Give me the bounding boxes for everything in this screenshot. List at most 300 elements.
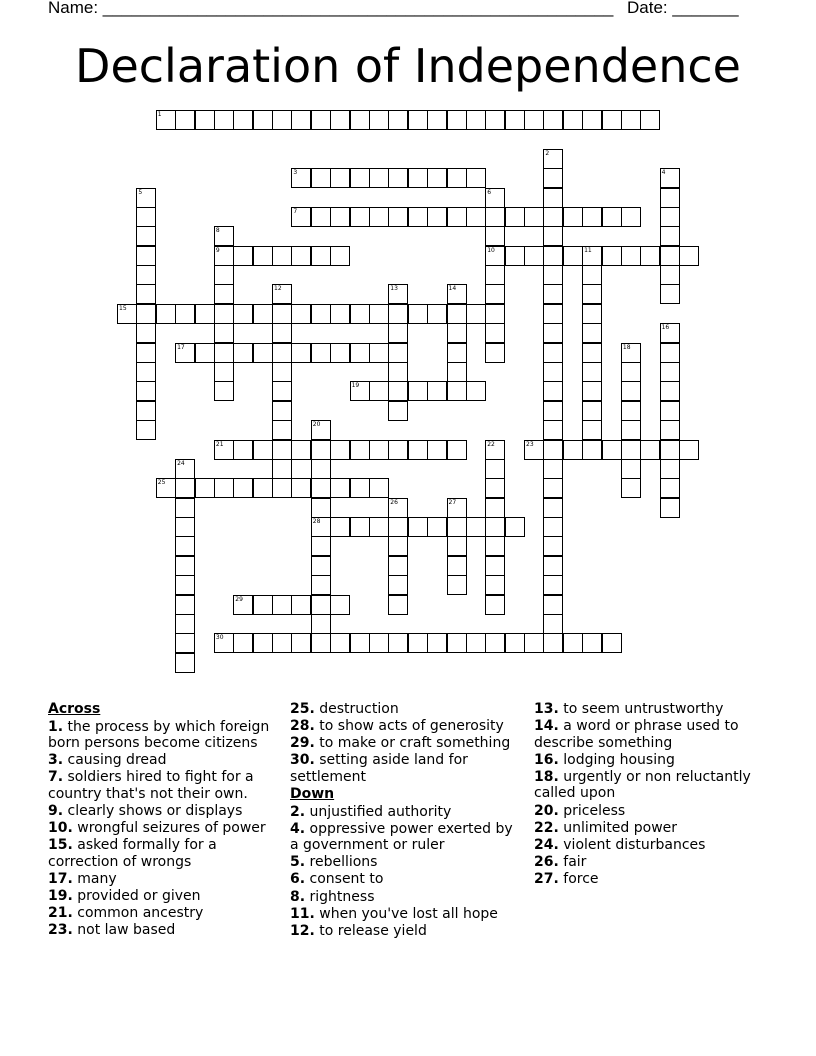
grid-cell[interactable] xyxy=(291,110,311,130)
grid-cell[interactable] xyxy=(136,420,156,440)
grid-cell[interactable] xyxy=(330,168,350,188)
grid-cell[interactable] xyxy=(291,478,311,498)
grid-cell[interactable] xyxy=(485,459,505,479)
grid-cell[interactable] xyxy=(524,207,544,227)
grid-cell[interactable] xyxy=(447,536,467,556)
grid-cell[interactable] xyxy=(582,633,602,653)
grid-cell[interactable] xyxy=(582,110,602,130)
date-blank[interactable]: _______ xyxy=(672,0,739,17)
grid-cell[interactable] xyxy=(175,478,195,498)
grid-cell[interactable] xyxy=(175,536,195,556)
grid-cell[interactable] xyxy=(543,226,563,246)
grid-cell[interactable] xyxy=(350,343,370,363)
grid-cell[interactable] xyxy=(214,633,234,653)
grid-cell[interactable] xyxy=(388,633,408,653)
grid-cell[interactable] xyxy=(388,401,408,421)
grid-cell[interactable] xyxy=(427,633,447,653)
grid-cell[interactable] xyxy=(408,168,428,188)
grid-cell[interactable] xyxy=(485,246,505,266)
grid-cell[interactable] xyxy=(214,226,234,246)
grid-cell[interactable] xyxy=(621,440,641,460)
grid-cell[interactable] xyxy=(621,362,641,382)
grid-cell[interactable] xyxy=(582,304,602,324)
grid-cell[interactable] xyxy=(388,440,408,460)
grid-cell[interactable] xyxy=(660,401,680,421)
grid-cell[interactable] xyxy=(640,246,660,266)
grid-cell[interactable] xyxy=(311,575,331,595)
grid-cell[interactable] xyxy=(253,595,273,615)
grid-cell[interactable] xyxy=(582,440,602,460)
grid-cell[interactable] xyxy=(660,459,680,479)
grid-cell[interactable] xyxy=(543,536,563,556)
grid-cell[interactable] xyxy=(485,556,505,576)
grid-cell[interactable] xyxy=(505,207,525,227)
grid-cell[interactable] xyxy=(388,536,408,556)
grid-cell[interactable] xyxy=(175,343,195,363)
grid-cell[interactable] xyxy=(311,207,331,227)
grid-cell[interactable] xyxy=(195,110,215,130)
grid-cell[interactable] xyxy=(563,440,583,460)
grid-cell[interactable] xyxy=(350,110,370,130)
grid-cell[interactable] xyxy=(136,265,156,285)
grid-cell[interactable] xyxy=(175,556,195,576)
grid-cell[interactable] xyxy=(175,517,195,537)
grid-cell[interactable] xyxy=(369,633,389,653)
grid-cell[interactable] xyxy=(485,110,505,130)
grid-cell[interactable] xyxy=(369,304,389,324)
grid-cell[interactable] xyxy=(543,517,563,537)
grid-cell[interactable] xyxy=(136,207,156,227)
grid-cell[interactable] xyxy=(660,246,680,266)
grid-cell[interactable] xyxy=(330,440,350,460)
grid-cell[interactable] xyxy=(175,304,195,324)
grid-cell[interactable] xyxy=(543,459,563,479)
grid-cell[interactable] xyxy=(311,614,331,634)
grid-cell[interactable] xyxy=(485,498,505,518)
grid-cell[interactable] xyxy=(660,188,680,208)
grid-cell[interactable] xyxy=(214,440,234,460)
grid-cell[interactable] xyxy=(660,323,680,343)
grid-cell[interactable] xyxy=(388,517,408,537)
grid-cell[interactable] xyxy=(388,575,408,595)
grid-cell[interactable] xyxy=(602,440,622,460)
grid-cell[interactable] xyxy=(621,110,641,130)
grid-cell[interactable] xyxy=(543,595,563,615)
grid-cell[interactable] xyxy=(214,343,234,363)
grid-cell[interactable] xyxy=(543,556,563,576)
grid-cell[interactable] xyxy=(136,226,156,246)
grid-cell[interactable] xyxy=(175,633,195,653)
grid-cell[interactable] xyxy=(350,633,370,653)
grid-cell[interactable] xyxy=(543,420,563,440)
grid-cell[interactable] xyxy=(563,110,583,130)
grid-cell[interactable] xyxy=(311,536,331,556)
grid-cell[interactable] xyxy=(369,168,389,188)
grid-cell[interactable] xyxy=(485,265,505,285)
grid-cell[interactable] xyxy=(660,226,680,246)
grid-cell[interactable] xyxy=(350,304,370,324)
grid-cell[interactable] xyxy=(582,246,602,266)
grid-cell[interactable] xyxy=(388,304,408,324)
grid-cell[interactable] xyxy=(253,343,273,363)
grid-cell[interactable] xyxy=(582,343,602,363)
grid-cell[interactable] xyxy=(291,440,311,460)
grid-cell[interactable] xyxy=(485,188,505,208)
grid-cell[interactable] xyxy=(505,110,525,130)
grid-cell[interactable] xyxy=(563,207,583,227)
grid-cell[interactable] xyxy=(214,284,234,304)
grid-cell[interactable] xyxy=(543,575,563,595)
grid-cell[interactable] xyxy=(388,207,408,227)
grid-cell[interactable] xyxy=(136,304,156,324)
grid-cell[interactable] xyxy=(253,440,273,460)
grid-cell[interactable] xyxy=(524,633,544,653)
grid-cell[interactable] xyxy=(408,381,428,401)
grid-cell[interactable] xyxy=(136,323,156,343)
grid-cell[interactable] xyxy=(369,381,389,401)
grid-cell[interactable] xyxy=(253,304,273,324)
grid-cell[interactable] xyxy=(543,614,563,634)
grid-cell[interactable] xyxy=(447,498,467,518)
grid-cell[interactable] xyxy=(175,595,195,615)
grid-cell[interactable] xyxy=(291,343,311,363)
grid-cell[interactable] xyxy=(291,595,311,615)
grid-cell[interactable] xyxy=(543,110,563,130)
grid-cell[interactable] xyxy=(408,517,428,537)
grid-cell[interactable] xyxy=(136,381,156,401)
grid-cell[interactable] xyxy=(272,478,292,498)
grid-cell[interactable] xyxy=(272,343,292,363)
grid-cell[interactable] xyxy=(447,362,467,382)
grid-cell[interactable] xyxy=(369,478,389,498)
grid-cell[interactable] xyxy=(272,440,292,460)
grid-cell[interactable] xyxy=(485,343,505,363)
grid-cell[interactable] xyxy=(272,362,292,382)
grid-cell[interactable] xyxy=(311,478,331,498)
grid-cell[interactable] xyxy=(233,343,253,363)
grid-cell[interactable] xyxy=(427,207,447,227)
name-blank[interactable]: ______________________________________________________ xyxy=(102,0,614,17)
grid-cell[interactable] xyxy=(175,110,195,130)
grid-cell[interactable] xyxy=(388,323,408,343)
grid-cell[interactable] xyxy=(485,575,505,595)
grid-cell[interactable] xyxy=(253,246,273,266)
grid-cell[interactable] xyxy=(485,304,505,324)
grid-cell[interactable] xyxy=(311,498,331,518)
grid-cell[interactable] xyxy=(582,420,602,440)
grid-cell[interactable] xyxy=(660,498,680,518)
grid-cell[interactable] xyxy=(408,207,428,227)
grid-cell[interactable] xyxy=(543,343,563,363)
grid-cell[interactable] xyxy=(447,517,467,537)
grid-cell[interactable] xyxy=(291,633,311,653)
grid-cell[interactable] xyxy=(621,420,641,440)
grid-cell[interactable] xyxy=(621,246,641,266)
grid-cell[interactable] xyxy=(311,420,331,440)
grid-cell[interactable] xyxy=(291,207,311,227)
grid-cell[interactable] xyxy=(136,188,156,208)
grid-cell[interactable] xyxy=(330,517,350,537)
grid-cell[interactable] xyxy=(272,304,292,324)
grid-cell[interactable] xyxy=(427,517,447,537)
grid-cell[interactable] xyxy=(640,110,660,130)
grid-cell[interactable] xyxy=(602,110,622,130)
grid-cell[interactable] xyxy=(214,265,234,285)
grid-cell[interactable] xyxy=(660,440,680,460)
grid-cell[interactable] xyxy=(485,440,505,460)
grid-cell[interactable] xyxy=(466,207,486,227)
grid-cell[interactable] xyxy=(311,459,331,479)
grid-cell[interactable] xyxy=(350,381,370,401)
grid-cell[interactable] xyxy=(640,440,660,460)
grid-cell[interactable] xyxy=(602,633,622,653)
grid-cell[interactable] xyxy=(582,207,602,227)
grid-cell[interactable] xyxy=(679,440,699,460)
grid-cell[interactable] xyxy=(447,556,467,576)
grid-cell[interactable] xyxy=(272,459,292,479)
grid-cell[interactable] xyxy=(447,343,467,363)
grid-cell[interactable] xyxy=(582,362,602,382)
grid-cell[interactable] xyxy=(272,633,292,653)
grid-cell[interactable] xyxy=(660,381,680,401)
grid-cell[interactable] xyxy=(582,323,602,343)
grid-cell[interactable] xyxy=(136,401,156,421)
grid-cell[interactable] xyxy=(388,595,408,615)
grid-cell[interactable] xyxy=(543,246,563,266)
grid-cell[interactable] xyxy=(388,284,408,304)
grid-cell[interactable] xyxy=(272,246,292,266)
grid-cell[interactable] xyxy=(466,517,486,537)
grid-cell[interactable] xyxy=(175,653,195,673)
grid-cell[interactable] xyxy=(543,284,563,304)
grid-cell[interactable] xyxy=(524,246,544,266)
grid-cell[interactable] xyxy=(524,110,544,130)
grid-cell[interactable] xyxy=(291,304,311,324)
grid-cell[interactable] xyxy=(233,110,253,130)
grid-cell[interactable] xyxy=(543,478,563,498)
grid-cell[interactable] xyxy=(582,401,602,421)
grid-cell[interactable] xyxy=(272,401,292,421)
grid-cell[interactable] xyxy=(311,595,331,615)
grid-cell[interactable] xyxy=(253,633,273,653)
grid-cell[interactable] xyxy=(543,362,563,382)
grid-cell[interactable] xyxy=(543,265,563,285)
grid-cell[interactable] xyxy=(543,633,563,653)
grid-cell[interactable] xyxy=(427,304,447,324)
grid-cell[interactable] xyxy=(427,168,447,188)
grid-cell[interactable] xyxy=(388,168,408,188)
grid-cell[interactable] xyxy=(543,188,563,208)
grid-cell[interactable] xyxy=(543,168,563,188)
grid-cell[interactable] xyxy=(660,265,680,285)
grid-cell[interactable] xyxy=(350,517,370,537)
grid-cell[interactable] xyxy=(195,478,215,498)
grid-cell[interactable] xyxy=(621,459,641,479)
grid-cell[interactable] xyxy=(330,304,350,324)
grid-cell[interactable] xyxy=(543,498,563,518)
grid-cell[interactable] xyxy=(679,246,699,266)
grid-cell[interactable] xyxy=(543,304,563,324)
grid-cell[interactable] xyxy=(233,595,253,615)
grid-cell[interactable] xyxy=(369,440,389,460)
grid-cell[interactable] xyxy=(311,556,331,576)
grid-cell[interactable] xyxy=(466,381,486,401)
grid-cell[interactable] xyxy=(388,343,408,363)
grid-cell[interactable] xyxy=(214,246,234,266)
grid-cell[interactable] xyxy=(447,633,467,653)
grid-cell[interactable] xyxy=(117,304,137,324)
grid-cell[interactable] xyxy=(214,304,234,324)
grid-cell[interactable] xyxy=(272,420,292,440)
grid-cell[interactable] xyxy=(214,323,234,343)
grid-cell[interactable] xyxy=(233,304,253,324)
grid-cell[interactable] xyxy=(195,304,215,324)
grid-cell[interactable] xyxy=(447,575,467,595)
grid-cell[interactable] xyxy=(311,110,331,130)
grid-cell[interactable] xyxy=(485,478,505,498)
grid-cell[interactable] xyxy=(330,246,350,266)
grid-cell[interactable] xyxy=(621,207,641,227)
grid-cell[interactable] xyxy=(660,362,680,382)
grid-cell[interactable] xyxy=(447,323,467,343)
grid-cell[interactable] xyxy=(369,207,389,227)
grid-cell[interactable] xyxy=(311,517,331,537)
grid-cell[interactable] xyxy=(660,343,680,363)
grid-cell[interactable] xyxy=(621,381,641,401)
grid-cell[interactable] xyxy=(388,381,408,401)
grid-cell[interactable] xyxy=(330,633,350,653)
grid-cell[interactable] xyxy=(505,633,525,653)
grid-cell[interactable] xyxy=(253,110,273,130)
grid-cell[interactable] xyxy=(233,246,253,266)
grid-cell[interactable] xyxy=(330,478,350,498)
grid-cell[interactable] xyxy=(311,246,331,266)
grid-cell[interactable] xyxy=(543,149,563,169)
grid-cell[interactable] xyxy=(136,343,156,363)
grid-cell[interactable] xyxy=(272,595,292,615)
grid-cell[interactable] xyxy=(369,517,389,537)
grid-cell[interactable] xyxy=(621,401,641,421)
grid-cell[interactable] xyxy=(621,478,641,498)
grid-cell[interactable] xyxy=(447,110,467,130)
grid-cell[interactable] xyxy=(660,284,680,304)
grid-cell[interactable] xyxy=(408,110,428,130)
grid-cell[interactable] xyxy=(156,478,176,498)
grid-cell[interactable] xyxy=(660,420,680,440)
grid-cell[interactable] xyxy=(388,556,408,576)
grid-cell[interactable] xyxy=(485,633,505,653)
grid-cell[interactable] xyxy=(524,440,544,460)
grid-cell[interactable] xyxy=(330,110,350,130)
grid-cell[interactable] xyxy=(660,478,680,498)
grid-cell[interactable] xyxy=(447,440,467,460)
grid-cell[interactable] xyxy=(311,343,331,363)
grid-cell[interactable] xyxy=(505,517,525,537)
grid-cell[interactable] xyxy=(485,207,505,227)
grid-cell[interactable] xyxy=(602,246,622,266)
grid-cell[interactable] xyxy=(175,498,195,518)
grid-cell[interactable] xyxy=(447,304,467,324)
grid-cell[interactable] xyxy=(543,440,563,460)
grid-cell[interactable] xyxy=(272,110,292,130)
grid-cell[interactable] xyxy=(214,110,234,130)
grid-cell[interactable] xyxy=(311,633,331,653)
grid-cell[interactable] xyxy=(214,381,234,401)
grid-cell[interactable] xyxy=(447,381,467,401)
grid-cell[interactable] xyxy=(136,246,156,266)
grid-cell[interactable] xyxy=(175,575,195,595)
grid-cell[interactable] xyxy=(466,110,486,130)
grid-cell[interactable] xyxy=(272,381,292,401)
grid-cell[interactable] xyxy=(388,110,408,130)
grid-cell[interactable] xyxy=(408,304,428,324)
grid-cell[interactable] xyxy=(447,284,467,304)
grid-cell[interactable] xyxy=(156,110,176,130)
grid-cell[interactable] xyxy=(350,440,370,460)
grid-cell[interactable] xyxy=(291,168,311,188)
grid-cell[interactable] xyxy=(233,478,253,498)
grid-cell[interactable] xyxy=(660,168,680,188)
grid-cell[interactable] xyxy=(621,343,641,363)
grid-cell[interactable] xyxy=(136,284,156,304)
grid-cell[interactable] xyxy=(408,633,428,653)
grid-cell[interactable] xyxy=(466,168,486,188)
grid-cell[interactable] xyxy=(427,381,447,401)
grid-cell[interactable] xyxy=(543,207,563,227)
grid-cell[interactable] xyxy=(466,633,486,653)
grid-cell[interactable] xyxy=(369,343,389,363)
grid-cell[interactable] xyxy=(156,304,176,324)
grid-cell[interactable] xyxy=(543,381,563,401)
grid-cell[interactable] xyxy=(543,323,563,343)
grid-cell[interactable] xyxy=(427,110,447,130)
grid-cell[interactable] xyxy=(505,246,525,266)
grid-cell[interactable] xyxy=(485,536,505,556)
grid-cell[interactable] xyxy=(427,440,447,460)
grid-cell[interactable] xyxy=(582,381,602,401)
grid-cell[interactable] xyxy=(369,110,389,130)
grid-cell[interactable] xyxy=(350,168,370,188)
grid-cell[interactable] xyxy=(195,343,215,363)
grid-cell[interactable] xyxy=(485,517,505,537)
grid-cell[interactable] xyxy=(311,440,331,460)
grid-cell[interactable] xyxy=(466,304,486,324)
grid-cell[interactable] xyxy=(330,343,350,363)
grid-cell[interactable] xyxy=(175,459,195,479)
grid-cell[interactable] xyxy=(291,246,311,266)
grid-cell[interactable] xyxy=(485,284,505,304)
grid-cell[interactable] xyxy=(272,323,292,343)
grid-cell[interactable] xyxy=(214,362,234,382)
grid-cell[interactable] xyxy=(272,284,292,304)
grid-cell[interactable] xyxy=(253,478,273,498)
grid-cell[interactable] xyxy=(602,207,622,227)
grid-cell[interactable] xyxy=(214,478,234,498)
grid-cell[interactable] xyxy=(330,595,350,615)
grid-cell[interactable] xyxy=(233,633,253,653)
grid-cell[interactable] xyxy=(175,614,195,634)
grid-cell[interactable] xyxy=(563,633,583,653)
grid-cell[interactable] xyxy=(388,362,408,382)
grid-cell[interactable] xyxy=(447,168,467,188)
grid-cell[interactable] xyxy=(543,401,563,421)
grid-cell[interactable] xyxy=(408,440,428,460)
grid-cell[interactable] xyxy=(582,265,602,285)
grid-cell[interactable] xyxy=(485,226,505,246)
grid-cell[interactable] xyxy=(311,304,331,324)
grid-cell[interactable] xyxy=(485,323,505,343)
grid-cell[interactable] xyxy=(485,595,505,615)
